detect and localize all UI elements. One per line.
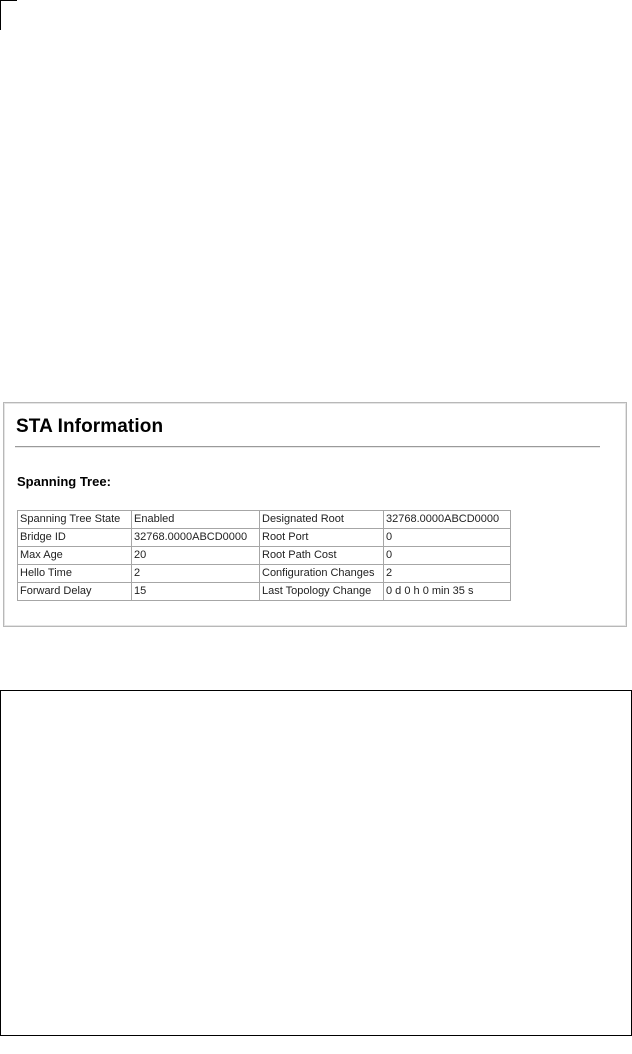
empty-frame [0,690,632,1036]
spanning-tree-table [17,510,511,601]
configuration-changes-label: Configuration Changes [260,565,384,583]
sta-information-panel [3,402,627,627]
spanning-tree-state-label: Spanning Tree State [18,511,132,529]
configuration-changes-value: 2 [384,565,511,583]
max-age-value: 20 [132,547,260,565]
designated-root-label: Designated Root [260,511,384,529]
bridge-id-label: Bridge ID [18,529,132,547]
page-title: STA Information [16,416,164,437]
spanning-tree-state-value: Enabled [132,511,260,529]
page-corner-mark [0,0,17,30]
hello-time-label: Hello Time [18,565,132,583]
table-row [18,547,511,565]
last-topology-change-label: Last Topology Change [260,583,384,601]
root-path-cost-label: Root Path Cost [260,547,384,565]
forward-delay-value: 15 [132,583,260,601]
designated-root-value: 32768.0000ABCD0000 [384,511,511,529]
root-path-cost-value: 0 [384,547,511,565]
max-age-label: Max Age [18,547,132,565]
forward-delay-label: Forward Delay [18,583,132,601]
table-row [18,583,511,601]
root-port-label: Root Port [260,529,384,547]
root-port-value: 0 [384,529,511,547]
last-topology-change-value: 0 d 0 h 0 min 35 s [384,583,511,601]
hello-time-value: 2 [132,565,260,583]
table-row [18,565,511,583]
table-row [18,511,511,529]
bridge-id-value: 32768.0000ABCD0000 [132,529,260,547]
title-divider [15,446,600,448]
spanning-tree-heading: Spanning Tree: [17,474,111,489]
table-row [18,529,511,547]
